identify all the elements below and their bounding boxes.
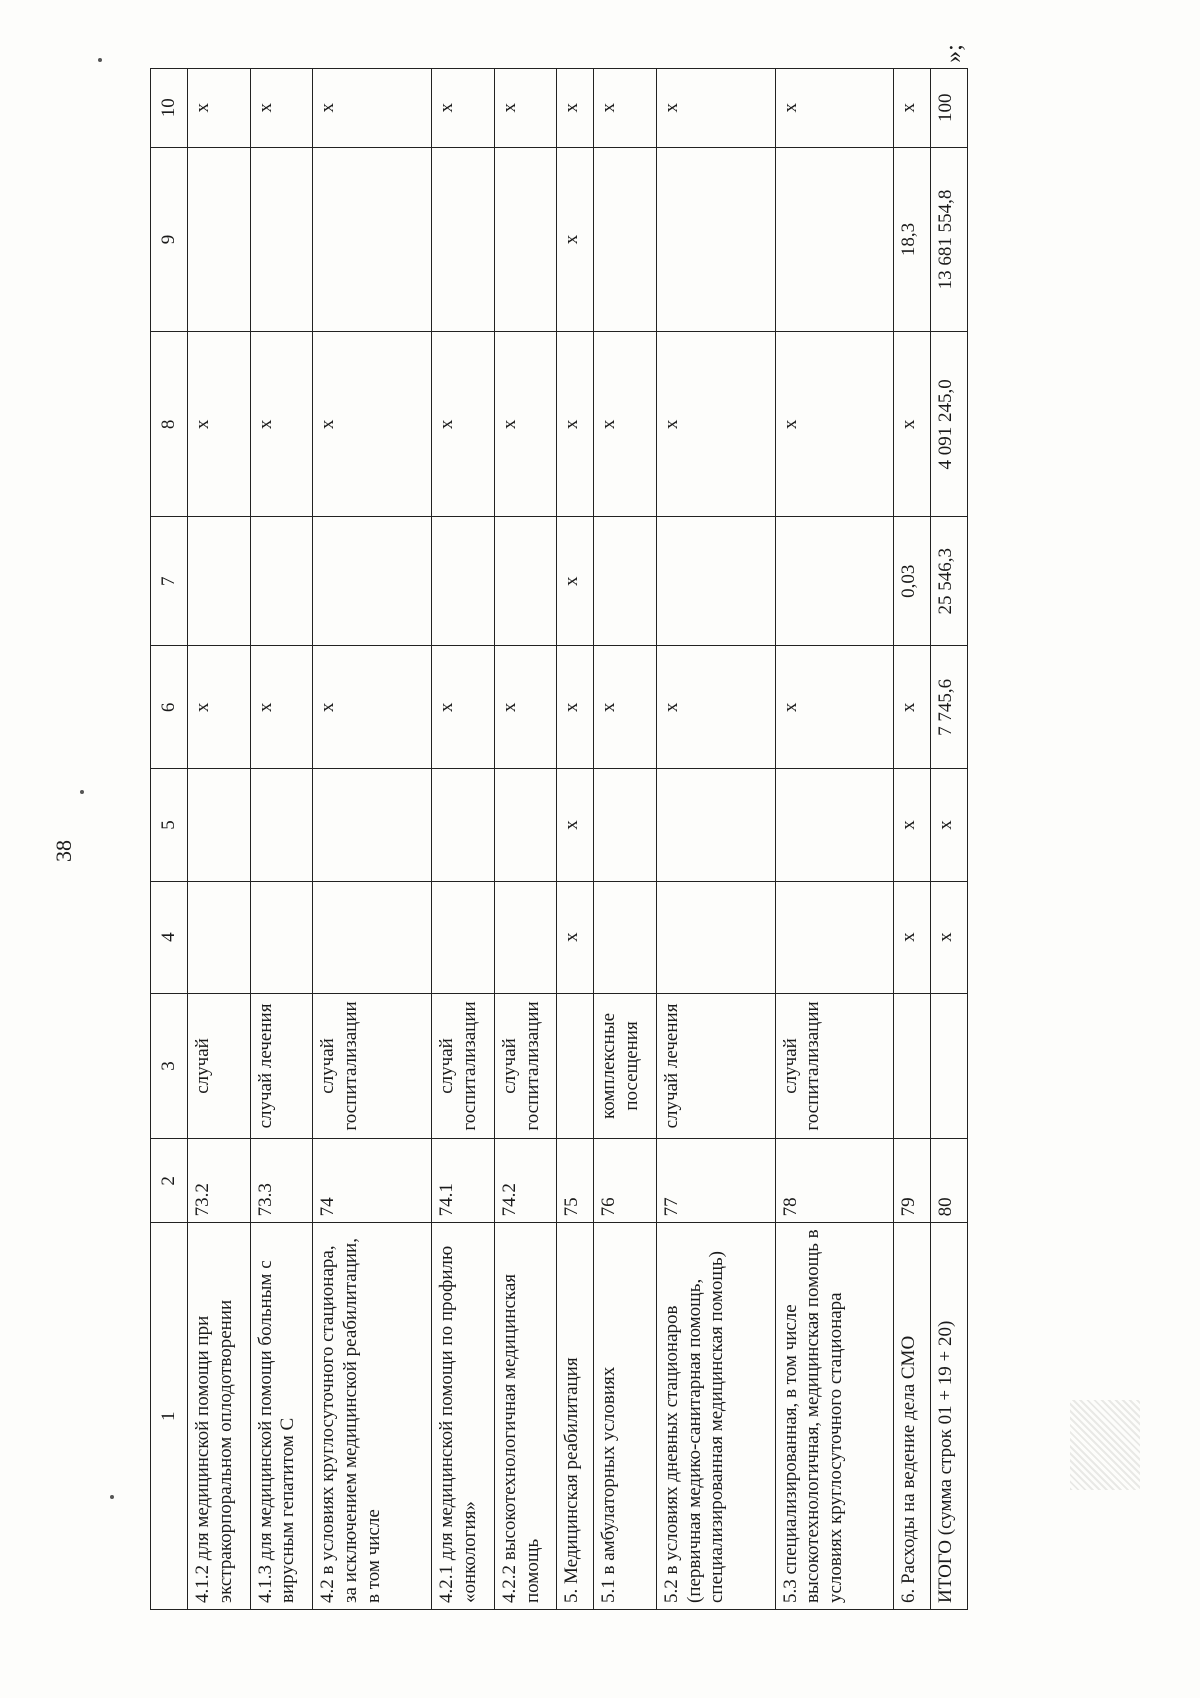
table-cell: х (494, 69, 557, 148)
column-header: 5 (151, 769, 188, 881)
table-cell (894, 993, 931, 1139)
table-cell: х (250, 332, 313, 517)
table-cell (432, 147, 495, 332)
table-cell: х (894, 646, 931, 769)
table-cell (188, 517, 251, 646)
table-cell (775, 769, 894, 881)
table-cell: х (432, 69, 495, 148)
table-cell: 74.1 (432, 1139, 495, 1223)
table-cell (557, 993, 594, 1139)
table-cell (775, 517, 894, 646)
table-row (188, 69, 251, 1610)
table-row (656, 69, 775, 1610)
row-label-cell: 4.1.2 для медицинской помощи при экстракорпоральном оплодотворении (188, 1223, 251, 1610)
table-cell (775, 881, 894, 993)
table-cell: х (931, 769, 968, 881)
table-cell (432, 769, 495, 881)
table-cell (188, 881, 251, 993)
table-cell (656, 147, 775, 332)
table-cell: х (188, 646, 251, 769)
column-header: 7 (151, 517, 188, 646)
table-cell: х (894, 332, 931, 517)
table-cell: случай госпитализации (313, 993, 432, 1139)
table-cell: х (656, 69, 775, 148)
table-row (250, 69, 313, 1610)
table-row (494, 69, 557, 1610)
table-row (432, 69, 495, 1610)
table-cell: 25 546,3 (931, 517, 968, 646)
table-cell: 74 (313, 1139, 432, 1223)
table-cell: х (656, 332, 775, 517)
table-cell: х (250, 69, 313, 148)
table-cell: случай лечения (656, 993, 775, 1139)
table-cell: 80 (931, 1139, 968, 1223)
table-cell: 79 (894, 1139, 931, 1223)
scan-dot (110, 1495, 114, 1499)
table-cell: х (313, 69, 432, 148)
table-cell (313, 147, 432, 332)
table-cell (188, 147, 251, 332)
column-header: 6 (151, 646, 188, 769)
table-cell: 0,03 (894, 517, 931, 646)
table-cell: х (494, 646, 557, 769)
row-label-cell: 4.2.1 для медицинской помощи по профилю «онкология» (432, 1223, 495, 1610)
table-cell: 13 681 554,8 (931, 147, 968, 332)
scan-dot (80, 790, 84, 794)
table-row (931, 69, 968, 1610)
table-cell: 75 (557, 1139, 594, 1223)
table-cell (931, 993, 968, 1139)
table-header-row (151, 69, 188, 1610)
table-cell: х (557, 769, 594, 881)
table-cell: х (313, 646, 432, 769)
table-cell (594, 147, 657, 332)
table-cell (494, 881, 557, 993)
rotated-table-container (150, 68, 968, 1610)
table-cell: х (656, 646, 775, 769)
table-cell (494, 769, 557, 881)
table-cell (432, 517, 495, 646)
table-cell: х (775, 69, 894, 148)
data-table (150, 68, 968, 1610)
column-header: 2 (151, 1139, 188, 1223)
table-cell: случай госпитализации (775, 993, 894, 1139)
table-cell: х (188, 332, 251, 517)
row-label-cell: 5. Медицинская реабилитация (557, 1223, 594, 1610)
table-cell: 7 745,6 (931, 646, 968, 769)
row-label-cell: ИТОГО (сумма строк 01 + 19 + 20) (931, 1223, 968, 1610)
table-cell: х (594, 69, 657, 148)
table-cell (250, 769, 313, 881)
rotated-table-frame (150, 68, 968, 1610)
table-cell (432, 881, 495, 993)
table-cell (594, 881, 657, 993)
table-cell (656, 517, 775, 646)
table-cell (188, 769, 251, 881)
table-row (313, 69, 432, 1610)
table-cell: 74.2 (494, 1139, 557, 1223)
page-number: 38 (51, 840, 76, 862)
table-cell (250, 147, 313, 332)
row-label-cell: 6. Расходы на ведение дела СМО (894, 1223, 931, 1610)
closing-quote-mark: »; (940, 44, 967, 63)
table-cell: х (557, 332, 594, 517)
row-label-cell: 4.2.2 высокотехнологичная медицинская помощь (494, 1223, 557, 1610)
column-header: 10 (151, 69, 188, 148)
table-cell (313, 881, 432, 993)
row-label-cell: 5.1 в амбулаторных условиях (594, 1223, 657, 1610)
table-body (188, 69, 968, 1610)
row-label-cell: 5.2 в условиях дневных стационаров (первичная медико-санитарная помощь, специализированная медицинская помощь) (656, 1223, 775, 1610)
table-cell: х (188, 69, 251, 148)
column-header: 1 (151, 1223, 188, 1610)
table-cell: 73.3 (250, 1139, 313, 1223)
column-header: 9 (151, 147, 188, 332)
table-cell: случай (188, 993, 251, 1139)
table-cell: 77 (656, 1139, 775, 1223)
table-cell: 78 (775, 1139, 894, 1223)
table-cell: х (594, 332, 657, 517)
table-cell: комплексные посещения (594, 993, 657, 1139)
table-cell: х (494, 332, 557, 517)
table-cell: х (594, 646, 657, 769)
table-cell (594, 517, 657, 646)
table-cell: х (557, 646, 594, 769)
table-cell (313, 769, 432, 881)
table-cell: случай госпитализации (494, 993, 557, 1139)
table-row (894, 69, 931, 1610)
table-cell: х (557, 517, 594, 646)
table-cell (594, 769, 657, 881)
table-cell: х (775, 332, 894, 517)
table-cell: 100 (931, 69, 968, 148)
table-cell: х (775, 646, 894, 769)
table-cell (656, 881, 775, 993)
table-row (594, 69, 657, 1610)
table-cell: х (557, 881, 594, 993)
table-cell: х (432, 332, 495, 517)
table-cell (313, 517, 432, 646)
table-cell (656, 769, 775, 881)
table-cell: 18,3 (894, 147, 931, 332)
table-cell (494, 147, 557, 332)
table-cell (250, 517, 313, 646)
row-label-cell: 4.2 в условиях круглосуточного стационара, за исключением медицинской реабилитации, в том числе (313, 1223, 432, 1610)
table-cell (250, 881, 313, 993)
table-cell: х (894, 881, 931, 993)
row-label-cell: 4.1.3 для медицинской помощи больным с вирусным гепатитом С (250, 1223, 313, 1610)
row-label-cell: 5.3 специализированная, в том числе высокотехнологичная, медицинская помощь в условиях круглосуточного стационара (775, 1223, 894, 1610)
table-cell: 76 (594, 1139, 657, 1223)
table-cell: 73.2 (188, 1139, 251, 1223)
scan-smudge (1070, 1400, 1140, 1490)
table-cell: х (894, 69, 931, 148)
table-row (775, 69, 894, 1610)
table-cell: случай госпитализации (432, 993, 495, 1139)
table-cell: х (894, 769, 931, 881)
table-cell: х (557, 147, 594, 332)
column-header: 8 (151, 332, 188, 517)
table-row (557, 69, 594, 1610)
table-cell: 4 091 245,0 (931, 332, 968, 517)
scan-dot (98, 58, 102, 62)
table-cell (494, 517, 557, 646)
column-header: 4 (151, 881, 188, 993)
table-cell: х (557, 69, 594, 148)
table-cell: х (250, 646, 313, 769)
table-cell: х (931, 881, 968, 993)
table-cell: х (313, 332, 432, 517)
table-cell: х (432, 646, 495, 769)
column-header: 3 (151, 993, 188, 1139)
table-cell: случай лечения (250, 993, 313, 1139)
table-cell (775, 147, 894, 332)
